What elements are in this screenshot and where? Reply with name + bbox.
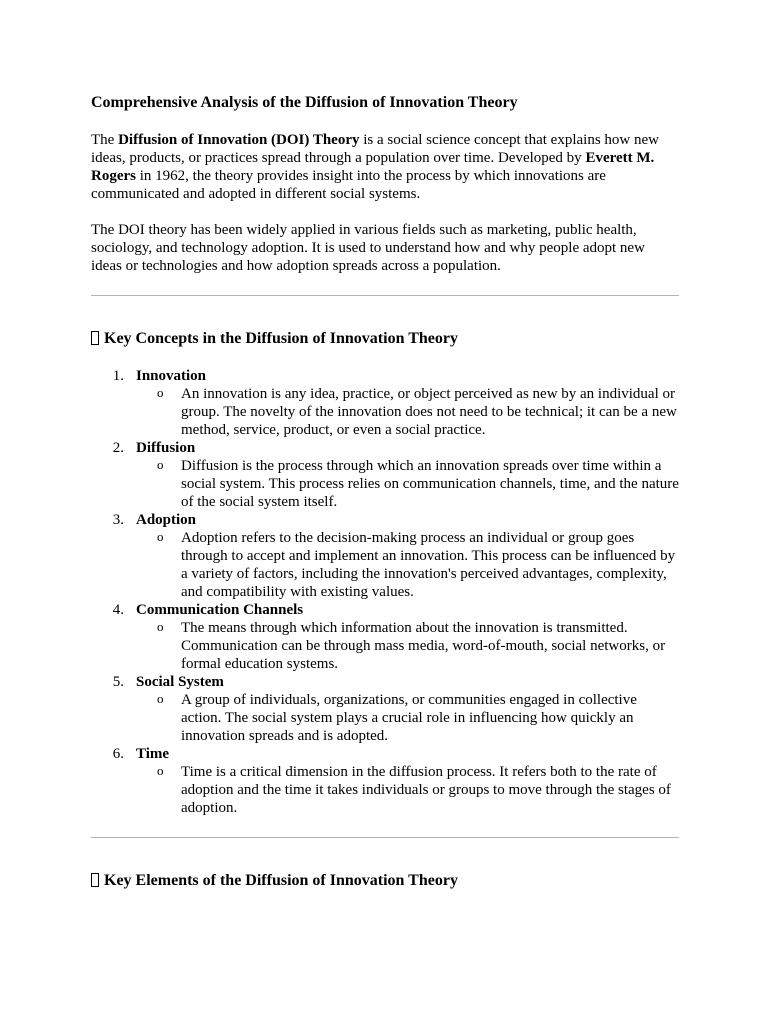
intro-paragraph	[91, 131, 679, 203]
concept-description	[136, 763, 679, 817]
circle-bullet-icon: o	[157, 763, 164, 778]
list-number: 1.	[112, 368, 124, 384]
concept-description-text: Adoption refers to the decision-making process an individual or group goes through to accept and implement an innovation. This process can be influenced by a variety of factors, including the innovation's perceived advantages, complexity, and compatibility with existing values.	[181, 530, 676, 600]
key-concepts-list	[91, 367, 679, 817]
list-number: 5.	[112, 674, 124, 690]
section-heading-key-elements	[91, 872, 458, 890]
concept-description-text: An innovation is any idea, practice, or object perceived as new by an individual or group. The novelty of the innovation does not need to be technical; it can be a new method, service, product, or even a social practice.	[181, 386, 677, 438]
list-number: 3.	[112, 512, 124, 528]
concept-description-text: Diffusion is the process through which an innovation spreads over time within a social system. This process relies on communication channels, time, and the nature of the social system itself.	[181, 458, 679, 510]
list-number: 2.	[112, 440, 124, 456]
concept-name: Time	[136, 746, 170, 762]
list-number: 6.	[112, 746, 124, 762]
concept-description	[136, 529, 679, 601]
concept-description-text: The means through which information about the innovation is transmitted. Communication can be through mass media, word-of-mouth, social networks, or formal education systems.	[181, 620, 666, 672]
concept-description-text: A group of individuals, organizations, or communities engaged in collective action. The social system plays a crucial role in influencing how quickly an innovation spreads and is adopted.	[181, 692, 637, 744]
concept-description	[136, 691, 679, 745]
concept-name: Communication Channels	[136, 602, 304, 618]
concept-name: Diffusion	[136, 440, 196, 456]
concept-name: Innovation	[136, 368, 207, 384]
horizontal-divider	[91, 837, 679, 838]
horizontal-divider	[91, 295, 679, 296]
intro-text-1: The	[91, 132, 119, 148]
circle-bullet-icon: o	[157, 691, 164, 706]
concept-name: Social System	[136, 674, 224, 690]
list-item	[91, 511, 679, 601]
concept-description	[136, 619, 679, 673]
concept-name: Adoption	[136, 512, 197, 528]
list-number: 4.	[112, 602, 124, 618]
concept-description	[136, 457, 679, 511]
intro-bold-theory-name: Diffusion of Innovation (DOI) Theory	[118, 132, 360, 148]
concept-description	[136, 385, 679, 439]
circle-bullet-icon: o	[157, 619, 164, 634]
circle-bullet-icon: o	[157, 529, 164, 544]
list-item	[91, 367, 679, 439]
missing-glyph-icon	[91, 331, 99, 345]
applications-paragraph: The DOI theory has been widely applied in various fields such as marketing, public health, sociology, and technology adoption. It is used to understand how and why people adopt new ideas or technologies and how adoption spreads across a population.	[91, 222, 645, 274]
list-item	[91, 673, 679, 745]
missing-glyph-icon	[91, 873, 99, 887]
concept-description-text: Time is a critical dimension in the diffusion process. It refers both to the rate of adoption and the time it takes individuals or groups to move through the stages of adoption.	[181, 764, 671, 816]
document-title: Comprehensive Analysis of the Diffusion of Innovation Theory	[91, 94, 518, 111]
section-heading-key-concepts	[91, 330, 458, 348]
section-heading-text: Key Concepts in the Diffusion of Innovation Theory	[104, 330, 458, 347]
section-heading-text: Key Elements of the Diffusion of Innovation Theory	[104, 872, 458, 889]
intro-text-3: in 1962, the theory provides insight into the process by which innovations are communicated and adopted in different social systems.	[91, 168, 606, 202]
intro-text-2: is a social science concept that explains how new ideas, products, or practices spread through a population over time. Developed by	[91, 132, 659, 166]
list-item	[91, 601, 679, 673]
intro-bold-author: Everett M. Rogers	[91, 150, 655, 184]
list-item	[91, 439, 679, 511]
circle-bullet-icon: o	[157, 457, 164, 472]
list-item	[91, 745, 679, 817]
circle-bullet-icon: o	[157, 385, 164, 400]
